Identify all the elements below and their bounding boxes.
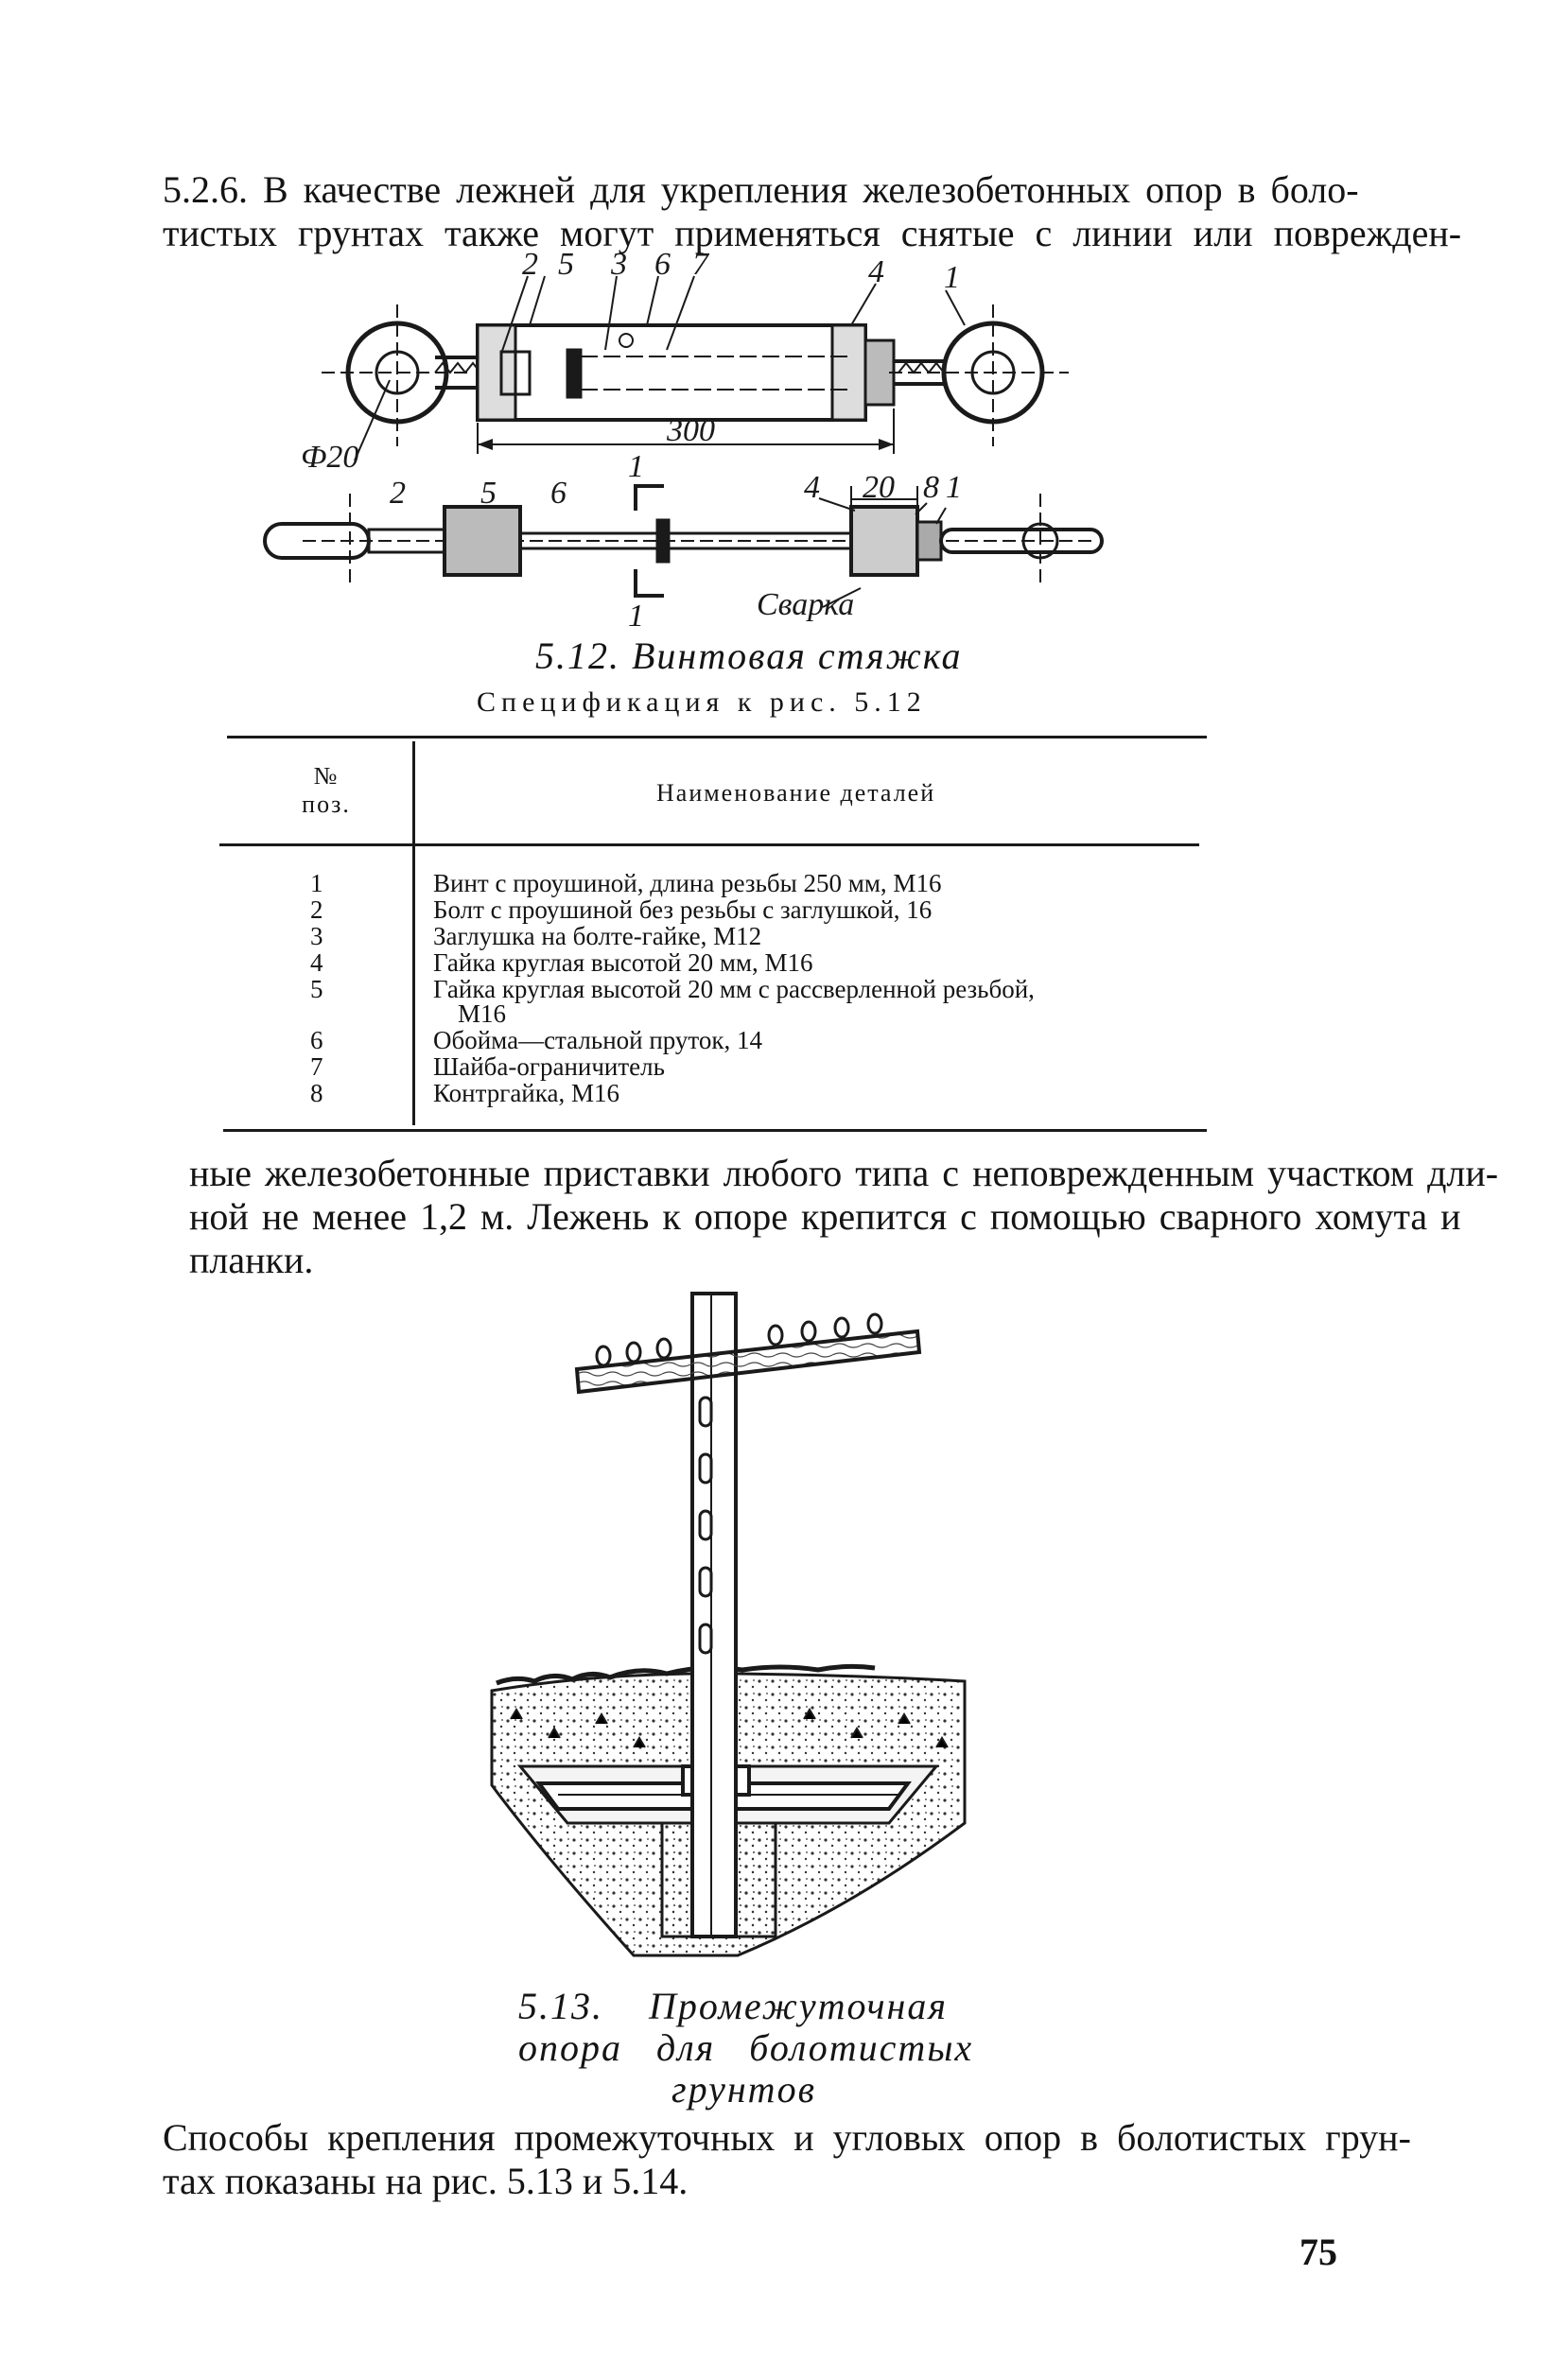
paragraph-continued <box>189 1152 1499 1282</box>
table-header-pos <box>274 762 378 819</box>
table-header-name: Наименование деталей <box>656 779 936 807</box>
table-cell-name: М16 <box>458 999 507 1028</box>
callout-label: 5 <box>480 476 497 511</box>
callout-label: 6 <box>654 247 671 282</box>
table-row <box>284 1000 1211 1027</box>
callout-label: 8 <box>923 470 939 505</box>
table-row <box>284 949 1211 976</box>
callout-label: 1 <box>944 260 960 295</box>
table-cell-name: Винт с проушиной, длина резьбы 250 мм, М16 <box>433 869 942 897</box>
table-row <box>284 923 1211 949</box>
table-cell-pos: 7 <box>310 1052 323 1081</box>
table-cell-pos: 6 <box>310 1026 323 1054</box>
table-top-rule <box>227 736 1207 738</box>
figure-5-12-caption: 5.12. Винтовая стяжка <box>535 634 963 677</box>
dimension-20-label: 20 <box>863 470 895 505</box>
table-cell-pos: 8 <box>310 1079 323 1107</box>
callout-label: 1 <box>946 470 962 505</box>
paragraph-line: ной не менее 1,2 м. Лежень к опоре крепится с помощью сварного хомута и <box>189 1195 1461 1238</box>
table-cell-name: Гайка круглая высотой 20 мм с рассверленной резьбой, <box>433 975 1035 1003</box>
table-cell-pos: 1 <box>310 869 323 897</box>
paragraph-line: планки. <box>189 1239 314 1281</box>
table-cell-name: Болт с проушиной без резьбы с заглушкой, 16 <box>433 895 933 924</box>
diameter-label: Ф20 <box>301 440 359 475</box>
paragraph-intro <box>163 168 1462 255</box>
figure-5-13-caption-line: 5.13. Промежуточная <box>518 1985 948 2027</box>
table-cell-name: Заглушка на болте-гайке, М12 <box>433 922 762 950</box>
table-cell-name: Обойма—стальной пруток, 14 <box>433 1026 762 1054</box>
table-row <box>284 870 1211 896</box>
paragraph-line: ные железобетонные приставки любого типа с неповрежденным участком дли- <box>189 1152 1499 1194</box>
weld-label: Сварка <box>757 587 855 622</box>
table-header-pos-number: № <box>313 762 340 790</box>
table-row <box>284 896 1211 923</box>
callout-label: 4 <box>868 254 884 289</box>
page-number: 75 <box>1299 2231 1337 2273</box>
table-bottom-rule <box>223 1129 1207 1132</box>
table-cell-name: Шайба-ограничитель <box>433 1052 665 1081</box>
callout-label: 7 <box>692 247 708 282</box>
callout-label: 4 <box>804 470 820 505</box>
table-row <box>284 1053 1211 1080</box>
specification-title: Спецификация к рис. 5.12 <box>477 686 927 718</box>
section-mark-label: 1 <box>628 599 644 634</box>
paragraph-line: 5.2.6. В качестве лежней для укрепления железобетонных опор в боло- <box>163 168 1359 211</box>
callout-label: 2 <box>390 476 406 511</box>
dimension-300-label: 300 <box>667 413 715 448</box>
table-header-pos-label: поз. <box>302 790 351 818</box>
table-header-rule <box>219 843 1199 846</box>
table-cell-pos: 3 <box>310 922 323 950</box>
table-row <box>284 976 1211 1002</box>
table-cell-name: Гайка круглая высотой 20 мм, М16 <box>433 948 813 977</box>
figure-5-13-caption-line: грунтов <box>671 2068 816 2111</box>
callout-label: 3 <box>611 247 627 282</box>
figure-5-13-caption <box>518 1985 974 2111</box>
paragraph-line: тах показаны на рис. 5.13 и 5.14. <box>163 2160 689 2202</box>
callout-label: 6 <box>550 476 567 511</box>
table-row <box>284 1027 1211 1053</box>
paragraph-line: тистых грунтах также могут применяться снятые с линии или поврежден- <box>163 212 1462 254</box>
table-cell-name: Контргайка, М16 <box>433 1079 619 1107</box>
callout-label: 1 <box>628 449 644 484</box>
figure-5-13-caption-line: опора для болотистых <box>518 2026 974 2069</box>
figure-5-13-pole-drawing <box>492 1294 965 1955</box>
table-row <box>284 1080 1211 1106</box>
paragraph-closing <box>163 2116 1411 2203</box>
table-cell-pos: 5 <box>310 975 323 1003</box>
table-cell-pos: 2 <box>310 895 323 924</box>
table-cell-pos: 4 <box>310 948 323 977</box>
callout-label: 2 <box>522 247 538 282</box>
paragraph-line: Способы крепления промежуточных и угловых опор в болотистых грун- <box>163 2116 1411 2159</box>
figure-5-12-turnbuckle-drawing <box>284 247 1135 634</box>
callout-label: 5 <box>558 247 574 282</box>
